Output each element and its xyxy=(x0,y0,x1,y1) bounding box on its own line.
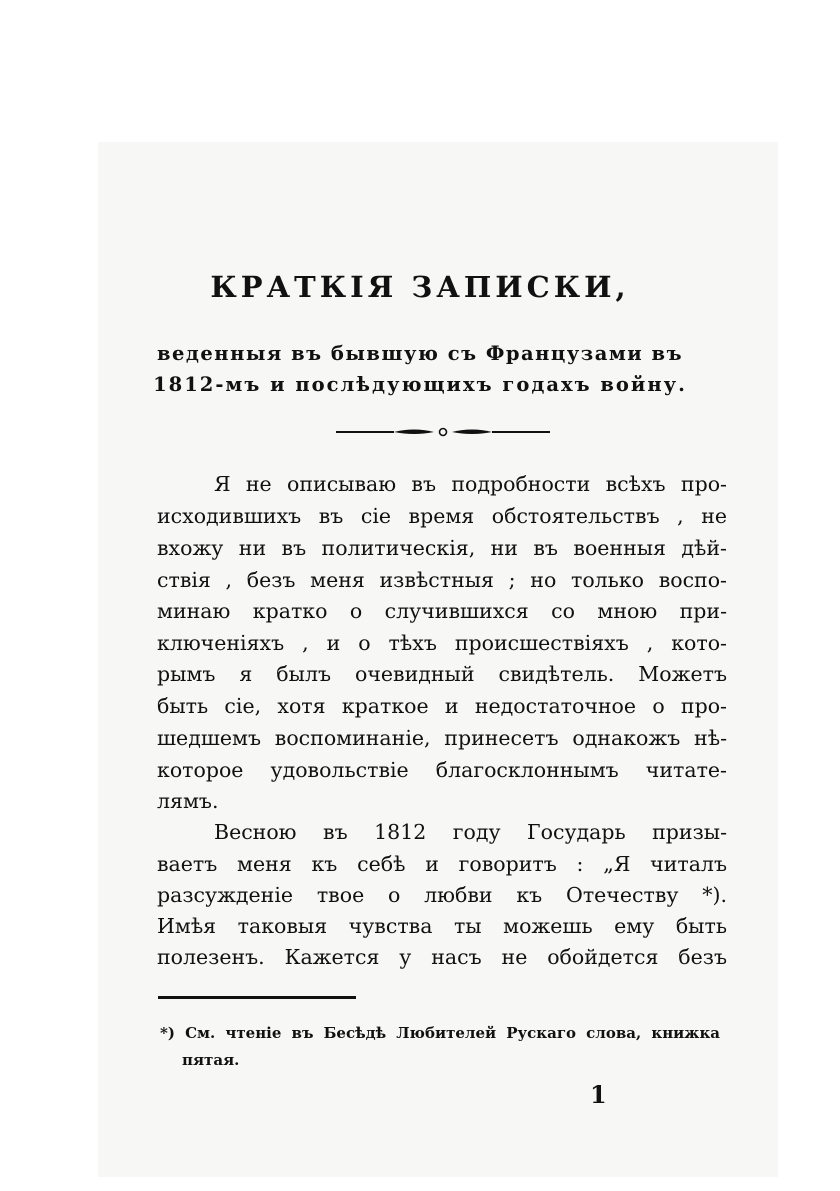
body-line: Я не описываю въ подробности всѣхъ про- xyxy=(214,472,727,496)
body-line: ваетъ меня къ себѣ и говоритъ : „Я читалъ xyxy=(157,852,727,876)
body-line: минаю кратко о случившихся со мною при- xyxy=(157,599,727,623)
footnote-line-1: *) См. чтеніе въ Бесѣдѣ Любителей Рускаго слова, книжка xyxy=(160,1024,720,1042)
subtitle-line-2: 1812-мъ и послѣдующихъ годахъ войну. xyxy=(153,373,687,396)
body-line: шедшемъ воспоминаніе, принесетъ однакожъ нѣ- xyxy=(157,726,727,750)
ornament-divider-icon xyxy=(336,423,550,441)
subtitle-line-1: веденныя въ бывшую съ Французами въ xyxy=(156,342,684,365)
body-line: лямъ. xyxy=(157,789,219,813)
footnote-rule xyxy=(158,996,356,999)
body-line: Весною въ 1812 году Государь призы- xyxy=(214,820,727,844)
body-line: разсужденіе твое о любви къ Отечеству *). xyxy=(157,883,727,907)
body-line: вхожу ни въ политическія, ни въ военныя дѣй- xyxy=(157,536,727,560)
body-line: быть сіе, хотя краткое и недостаточное о про- xyxy=(157,694,727,718)
body-line: ствія , безъ меня извѣстныя ; но только воспо- xyxy=(157,568,727,592)
body-line: ключеніяхъ , и о тѣхъ происшествіяхъ , кото- xyxy=(157,631,727,655)
body-line: Имѣя таковыя чувства ты можешь ему быть xyxy=(157,914,727,938)
page-title: КРАТКІЯ ЗАПИСКИ, xyxy=(210,270,630,304)
body-line: рымъ я былъ очевидный свидѣтель. Можетъ xyxy=(157,662,727,686)
body-line: исходившихъ въ сіе время обстоятельствъ , не xyxy=(157,504,727,528)
footnote-line-2: пятая. xyxy=(182,1051,240,1069)
body-line: которое удовольствіе благосклоннымъ читате- xyxy=(157,758,727,782)
page-number: 1 xyxy=(590,1080,607,1109)
body-line: полезенъ. Кажется у насъ не обойдется безъ xyxy=(157,945,727,969)
